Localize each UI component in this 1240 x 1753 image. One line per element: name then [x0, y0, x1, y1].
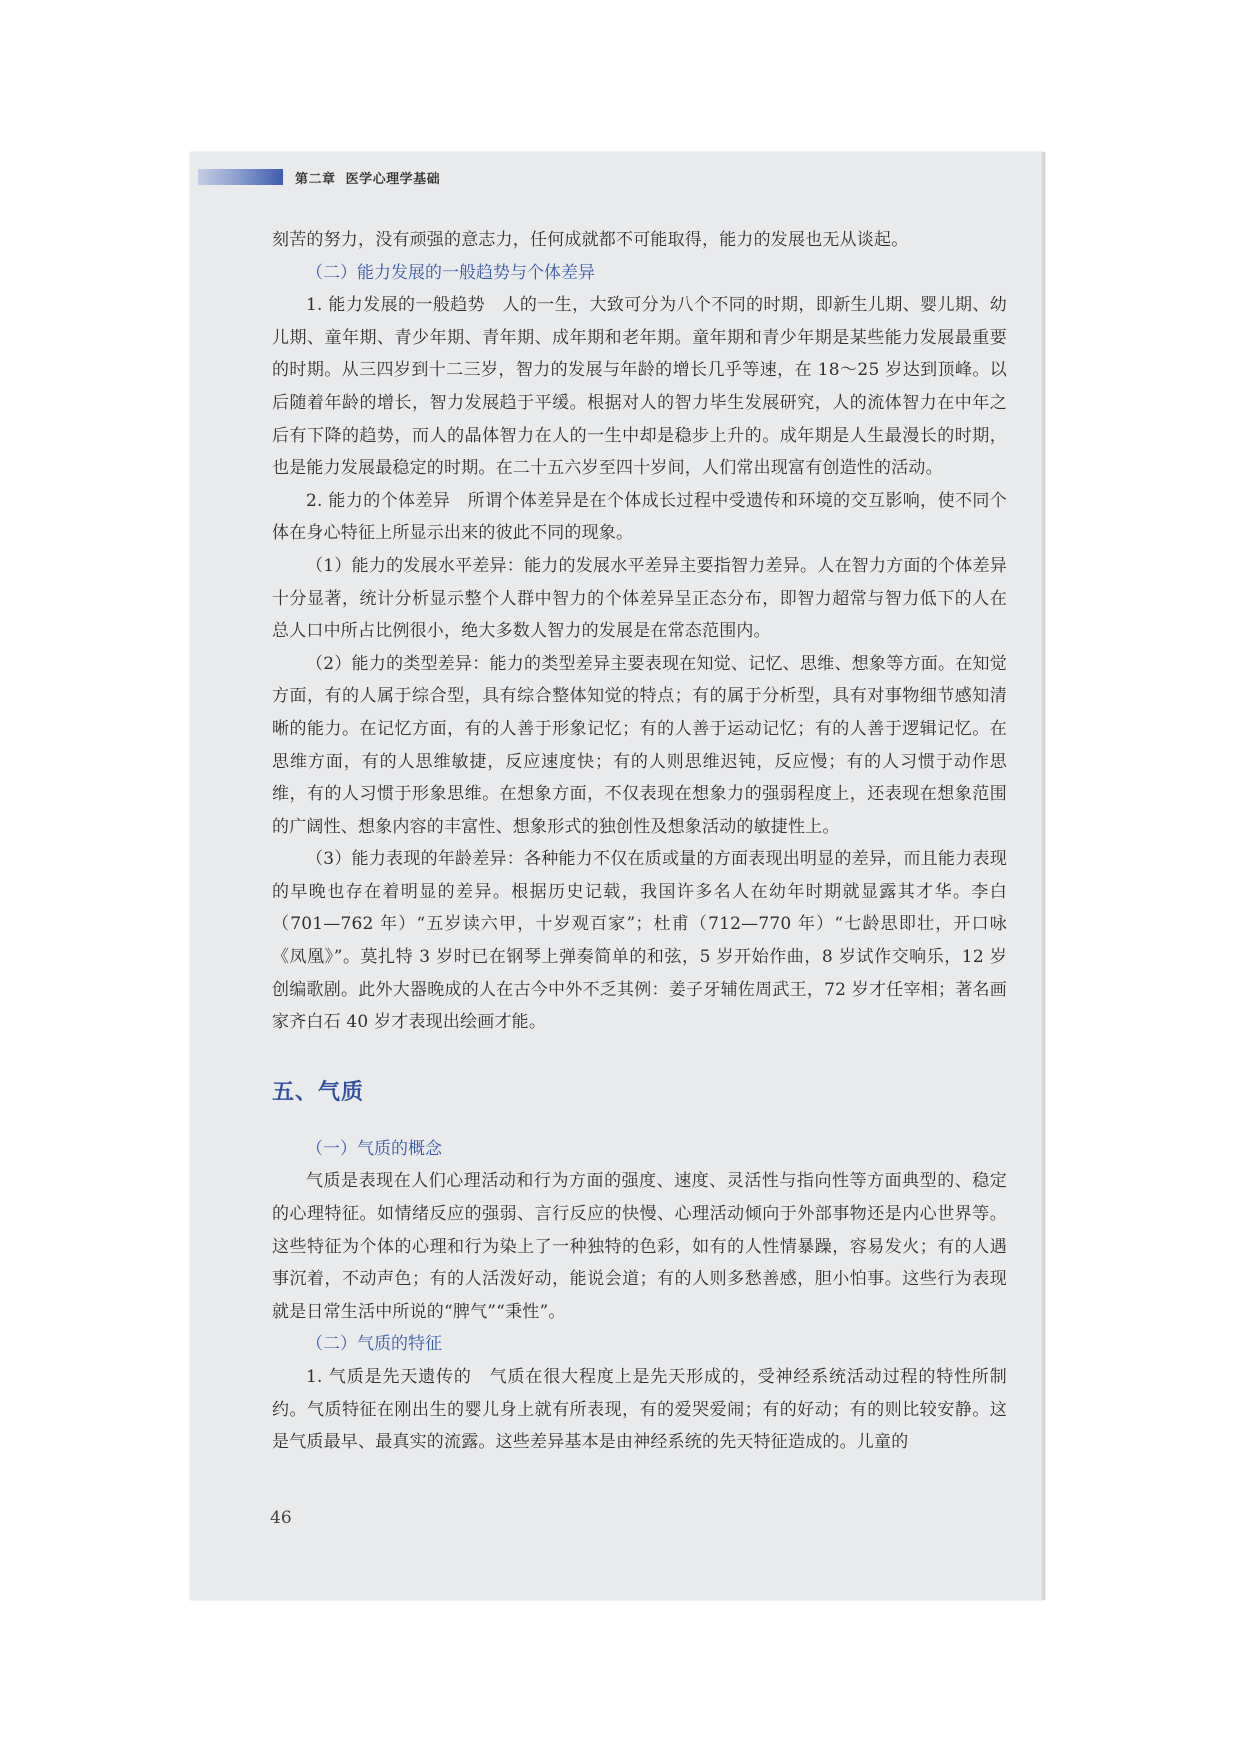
- chapter-number: 第二章: [295, 171, 336, 187]
- paragraph: （1）能力的发展水平差异：能力的发展水平差异主要指智力差异。人在智力方面的个体差异十分显著，统计分析显示整个人群中智力的个体差异呈正态分布，即智力超常与智力低下的人在总人口中所占比例很小，绝大多数人智力的发展是在常态范围内。: [272, 555, 1007, 642]
- paragraph: 1. 能力发展的一般趋势 人的一生，大致可分为八个不同的时期，即新生儿期、婴儿期、幼儿期、童年期、青少年期、青年期、成年期和老年期。童年期和青少年期是某些能力发展最重要的时期。从三四岁到十二三岁，智力的发展与年龄的增长几乎等速，在 18～25 岁达到顶峰。以后随着年龄的增长，智力发展趋于平缓。根据对人的智力毕生发展研究，人的流体智力在中年之后有下降的趋势，而人的晶体智力在人的一生中却是稳步上升的。成年期是人生最漫长的时期，也是能力发展最稳定的时期。在二十五六岁至四十岁间，人们常出现富有创造性的活动。: [272, 295, 1007, 479]
- book-page: [190, 152, 1045, 1600]
- header-text: [295, 168, 440, 187]
- page-number: 46: [270, 1508, 292, 1528]
- paragraph: （3）能力表现的年龄差异：各种能力不仅在质或量的方面表现出明显的差异，而且能力表现的早晚也存在着明显的差异。根据历史记载，我国许多名人在幼年时期就显露其才华。李白（701—762 年）“五岁读六甲，十岁观百家”；杜甫（712—770 年）“七龄思即壮，开口咏《凤凰》”。莫扎特 3 岁时已在钢琴上弹奏简单的和弦，5 岁开始作曲，8 岁试作交响乐，12 岁创编歌剧。此外大器晚成的人在古今中外不乏其例：姜子牙辅佐周武王，72 岁才任宰相；著名画家齐白石 40 岁才表现出绘画才能。: [272, 849, 1007, 1033]
- header-color-bar: [198, 169, 283, 185]
- subheading-ability-trend: （二）能力发展的一般趋势与个体差异: [306, 262, 595, 283]
- paragraph: 2. 能力的个体差异 所谓个体差异是在个体成长过程中受遗传和环境的交互影响，使不同个体在身心特征上所显示出来的彼此不同的现象。: [272, 490, 1007, 544]
- paragraph: 刻苦的努力，没有顽强的意志力，任何成就都不可能取得，能力的发展也无从谈起。: [272, 230, 909, 250]
- page-edge: [1041, 152, 1045, 1600]
- paragraph: （2）能力的类型差异：能力的类型差异主要表现在知觉、记忆、思维、想象等方面。在知觉方面，有的人属于综合型，具有综合整体知觉的特点；有的属于分析型，具有对事物细节感知清晰的能力。在记忆方面，有的人善于形象记忆；有的人善于运动记忆；有的人善于逻辑记忆。在思维方面，有的人思维敏捷，反应速度快；有的人则思维迟钝，反应慢；有的人习惯于动作思维，有的人习惯于形象思维。在想象方面，不仅表现在想象力的强弱程度上，还表现在想象范围的广阔性、想象内容的丰富性、想象形式的独创性及想象活动的敏捷性上。: [272, 653, 1007, 837]
- running-header: [198, 168, 440, 186]
- page-content: [272, 224, 1007, 1459]
- paragraph: 气质是表现在人们心理活动和行为方面的强度、速度、灵活性与指向性等方面典型的、稳定的心理特征。如情绪反应的强弱、言行反应的快慢、心理活动倾向于外部事物还是内心世界等。这些特征为个体的心理和行为染上了一种独特的色彩，如有的人性情暴躁，容易发火；有的人遇事沉着，不动声色；有的人活泼好动，能说会道；有的人则多愁善感，胆小怕事。这些行为表现就是日常生活中所说的“脾气”“秉性”。: [272, 1171, 1007, 1322]
- paragraph: 1. 气质是先天遗传的 气质在很大程度上是先天形成的，受神经系统活动过程的特性所制约。气质特征在刚出生的婴儿身上就有所表现，有的爱哭爱闹；有的好动；有的则比较安静。这是气质最早、最真实的流露。这些差异基本是由神经系统的先天特征造成的。儿童的: [272, 1367, 1007, 1453]
- section-heading-temperament: 五、气质: [272, 1079, 365, 1105]
- chapter-title: 医学心理学基础: [345, 171, 441, 187]
- subheading-temperament-concept: （一）气质的概念: [306, 1138, 442, 1159]
- subheading-temperament-features: （二）气质的特征: [306, 1334, 442, 1355]
